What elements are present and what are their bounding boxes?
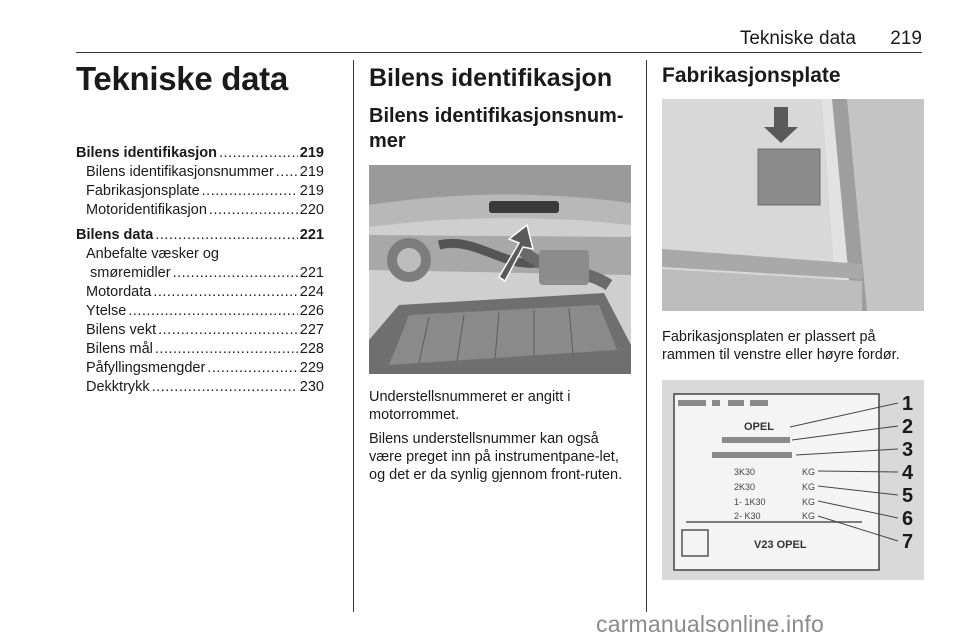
callout-number: 2 <box>902 416 914 438</box>
engine-bay-photo <box>369 165 631 374</box>
toc-page: 228 <box>299 341 324 357</box>
plate-weight-value: 2- K30 <box>734 511 761 521</box>
toc-label: Ytelse <box>86 303 127 319</box>
toc-label: Påfyllingsmengder <box>86 360 206 376</box>
plate-brand-text: OPEL <box>744 421 774 433</box>
callout-number: 5 <box>902 485 914 507</box>
plate-footer-text: V23 OPEL <box>754 539 807 551</box>
plate-weight-unit: KG <box>802 482 816 492</box>
subsection-title-line: mer <box>369 130 406 152</box>
section-title-plate: Fabrikasjonsplate <box>662 64 841 87</box>
plate-weight-value: 1- 1K30 <box>734 497 766 507</box>
toc-label: Bilens identifikasjonsnummer <box>86 164 274 180</box>
toc-entry[interactable] <box>76 378 324 397</box>
toc-entry[interactable] <box>76 163 324 182</box>
toc-page: 220 <box>299 202 324 218</box>
toc-page: 219 <box>299 164 324 180</box>
plate-diagram <box>662 380 924 580</box>
toc-label: Dekktrykk <box>86 379 150 395</box>
paragraph-vin-location: Understellsnummeret er angitt i motorrommet. <box>369 389 571 423</box>
callout-number: 7 <box>902 531 914 553</box>
callout-number: 1 <box>902 393 914 415</box>
toc-page: 219 <box>299 183 324 199</box>
door-frame-photo <box>662 99 924 311</box>
callout-number: 4 <box>902 462 914 484</box>
callout-number: 6 <box>902 508 914 530</box>
toc-entry[interactable] <box>76 226 324 245</box>
toc-page: 224 <box>299 284 324 300</box>
toc-page: 226 <box>299 303 324 319</box>
toc-label: Bilens identifikasjon <box>76 145 217 161</box>
header-divider <box>76 52 922 53</box>
paragraph-plate-location: Fabrikasjonsplaten er plassert på rammen til venstre eller høyre fordør. <box>662 329 900 363</box>
watermark: carmanualsonline.info <box>596 611 824 637</box>
toc-entry[interactable] <box>76 264 324 283</box>
paragraph-vin-windshield: Bilens understellsnummer kan også være preget inn på instrumentpane-let, og det er da synlig gjennom front-ruten. <box>369 431 623 483</box>
plate-weight-value: 2K30 <box>734 482 756 492</box>
toc-entry[interactable] <box>76 340 324 359</box>
toc-entry[interactable] <box>76 302 324 321</box>
toc-page: 219 <box>299 145 324 161</box>
page-number: 219 <box>890 28 922 49</box>
toc-entry[interactable] <box>76 201 324 220</box>
toc-label: Fabrikasjonsplate <box>86 183 200 199</box>
toc-entry[interactable] <box>76 182 324 201</box>
toc-entry[interactable] <box>76 144 324 163</box>
toc-entry[interactable] <box>76 321 324 340</box>
toc-label: Motoridentifikasjon <box>86 202 207 218</box>
callout-number: 3 <box>902 439 914 461</box>
toc-label: Bilens data <box>76 227 154 243</box>
toc-entry[interactable] <box>76 283 324 302</box>
toc-page: 227 <box>299 322 324 338</box>
subsection-title-vin <box>369 104 631 154</box>
plate-weight-value: 3K30 <box>734 467 756 477</box>
toc-entry[interactable] <box>76 359 324 378</box>
column-divider-1 <box>353 60 354 612</box>
toc-label: Bilens mål <box>86 341 153 357</box>
toc-page: 229 <box>299 360 324 376</box>
toc-entry[interactable] <box>76 245 324 264</box>
column-divider-2 <box>646 60 647 612</box>
chapter-title: Tekniske data <box>76 60 288 97</box>
plate-weight-unit: KG <box>802 511 816 521</box>
plate-weight-unit: KG <box>802 467 816 477</box>
plate-weight-unit: KG <box>802 497 816 507</box>
table-of-contents <box>76 144 324 397</box>
toc-page: 221 <box>299 227 324 243</box>
toc-label: smøremidler <box>90 265 171 281</box>
section-title-identification: Bilens identifikasjon <box>369 64 613 92</box>
toc-page: 221 <box>299 265 324 281</box>
toc-page: 230 <box>299 379 324 395</box>
plate-empty-box <box>682 530 708 556</box>
subsection-title-line: Bilens identifikasjonsnum- <box>369 105 624 127</box>
toc-label: Bilens vekt <box>86 322 157 338</box>
toc-label: Anbefalte væsker og <box>86 246 219 262</box>
running-header-title: Tekniske data <box>739 28 856 49</box>
toc-label: Motordata <box>86 284 152 300</box>
